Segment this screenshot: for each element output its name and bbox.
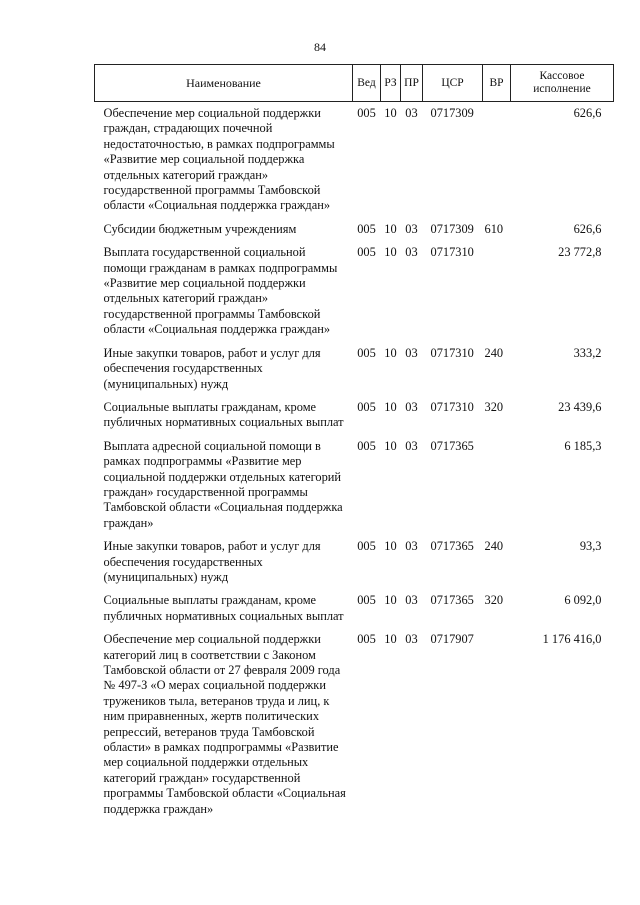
row-rz: 10 <box>384 345 397 360</box>
row-vr <box>483 244 511 344</box>
header-pr: ПР <box>401 65 423 102</box>
row-sum: 6 185,3 <box>564 438 602 453</box>
header-name: Наименование <box>95 65 353 102</box>
table-row <box>95 345 614 399</box>
row-pr: 03 <box>405 593 418 608</box>
row-name: Субсидии бюджетным учреждениям <box>103 221 297 236</box>
row-csr: 0717907 <box>430 632 474 647</box>
row-rz: 10 <box>384 593 397 608</box>
row-vr: 610 <box>484 221 504 236</box>
header-ved: Вед <box>353 65 381 102</box>
row-ved: 005 <box>357 345 376 360</box>
row-pr: 03 <box>405 245 418 260</box>
row-rz: 10 <box>384 106 397 120</box>
row-name: Иные закупки товаров, работ и услуг для обеспечения государственных (муниципальных) нужд <box>103 539 321 584</box>
page-number: 84 <box>314 40 326 54</box>
row-ved: 005 <box>357 593 376 608</box>
row-rz: 10 <box>384 221 397 236</box>
row-pr: 03 <box>405 345 418 360</box>
row-csr: 0717310 <box>430 399 474 414</box>
row-name: Выплата государственной социальной помощи гражданам в рамках подпрограммы «Развитие мер социальной поддержки отдельных категорий граждан» государственной программы Тамбовской области «Социальная поддержка граждан» <box>103 245 338 337</box>
row-name: Обеспечение мер социальной поддержки граждан, страдающих почечной недостаточностью, в рамках подпрограммы «Развитие мер социальной поддержка отдельных категорий граждан» государственной программы Тамбовской области «Социальная поддержка граждан» <box>103 106 335 213</box>
row-ved: 005 <box>357 106 376 120</box>
row-name: Социальные выплаты гражданам, кроме публичных нормативных социальных выплат <box>103 399 344 430</box>
row-vr <box>483 631 511 824</box>
row-csr: 0717365 <box>430 593 474 608</box>
budget-execution-table <box>94 64 614 824</box>
table-row <box>95 631 614 824</box>
table-row <box>95 592 614 631</box>
row-ved: 005 <box>357 539 376 554</box>
header-vr: ВР <box>483 65 511 102</box>
row-csr: 0717365 <box>430 438 474 453</box>
row-pr: 03 <box>405 221 418 236</box>
row-vr: 240 <box>484 345 504 360</box>
row-sum: 23 439,6 <box>558 399 602 414</box>
row-ved: 005 <box>357 221 376 236</box>
row-csr: 0717365 <box>430 539 474 554</box>
table-row <box>95 244 614 344</box>
header-rz: РЗ <box>381 65 401 102</box>
table-row <box>95 538 614 592</box>
row-name: Социальные выплаты гражданам, кроме публичных нормативных социальных выплат <box>103 593 344 623</box>
header-csr: ЦСР <box>423 65 483 102</box>
row-vr: 320 <box>484 399 504 414</box>
row-rz: 10 <box>384 632 397 647</box>
table-row <box>95 438 614 538</box>
row-vr <box>483 438 511 538</box>
table-header <box>95 65 614 102</box>
row-sum: 333,2 <box>573 345 602 360</box>
row-pr: 03 <box>405 106 418 120</box>
row-sum: 626,6 <box>573 106 602 120</box>
row-csr: 0717310 <box>430 345 474 360</box>
row-sum: 23 772,8 <box>558 245 602 260</box>
row-rz: 10 <box>384 438 397 453</box>
row-sum: 93,3 <box>579 539 602 554</box>
row-ved: 005 <box>357 632 376 647</box>
row-name: Выплата адресной социальной помощи в рамках подпрограммы «Развитие мер социальной поддержки отдельных категорий граждан» государственной программы Тамбовской области «Социальная поддержка граждан» <box>103 438 343 530</box>
row-ved: 005 <box>357 399 376 414</box>
row-vr: 320 <box>484 593 504 608</box>
table-row <box>95 102 614 221</box>
row-rz: 10 <box>384 399 397 414</box>
row-csr: 0717309 <box>430 221 474 236</box>
row-pr: 03 <box>405 632 418 647</box>
table-body <box>95 102 614 825</box>
row-ved: 005 <box>357 438 376 453</box>
table-row <box>95 399 614 438</box>
row-rz: 10 <box>384 539 397 554</box>
row-rz: 10 <box>384 245 397 260</box>
row-vr: 240 <box>484 539 504 554</box>
row-name: Обеспечение мер социальной поддержки категорий лиц в соответствии с Законом Тамбовской области от 27 февраля 2009 года № 497-З «О мерах социальной поддержки тружеников тыла, ветеранов труда и лиц, к ним приравненных, жертв политических репрессий, ветеранов труда Тамбовской области» в рамках подпрограммы «Развитие мер социальной поддержки отдельных категорий граждан» государственной программы Тамбовской области «Социальная поддержка граждан» <box>103 632 346 816</box>
header-sum: Кассовое исполнение <box>511 65 614 102</box>
table-row <box>95 221 614 244</box>
row-vr <box>483 102 511 221</box>
row-name: Иные закупки товаров, работ и услуг для обеспечения государственных (муниципальных) нужд <box>103 345 321 391</box>
row-sum: 6 092,0 <box>564 593 602 608</box>
row-pr: 03 <box>405 539 418 554</box>
row-pr: 03 <box>405 438 418 453</box>
row-pr: 03 <box>405 399 418 414</box>
row-sum: 1 176 416,0 <box>542 632 602 647</box>
row-csr: 0717309 <box>430 106 474 120</box>
row-sum: 626,6 <box>573 221 602 236</box>
row-csr: 0717310 <box>430 245 474 260</box>
row-ved: 005 <box>357 245 376 260</box>
